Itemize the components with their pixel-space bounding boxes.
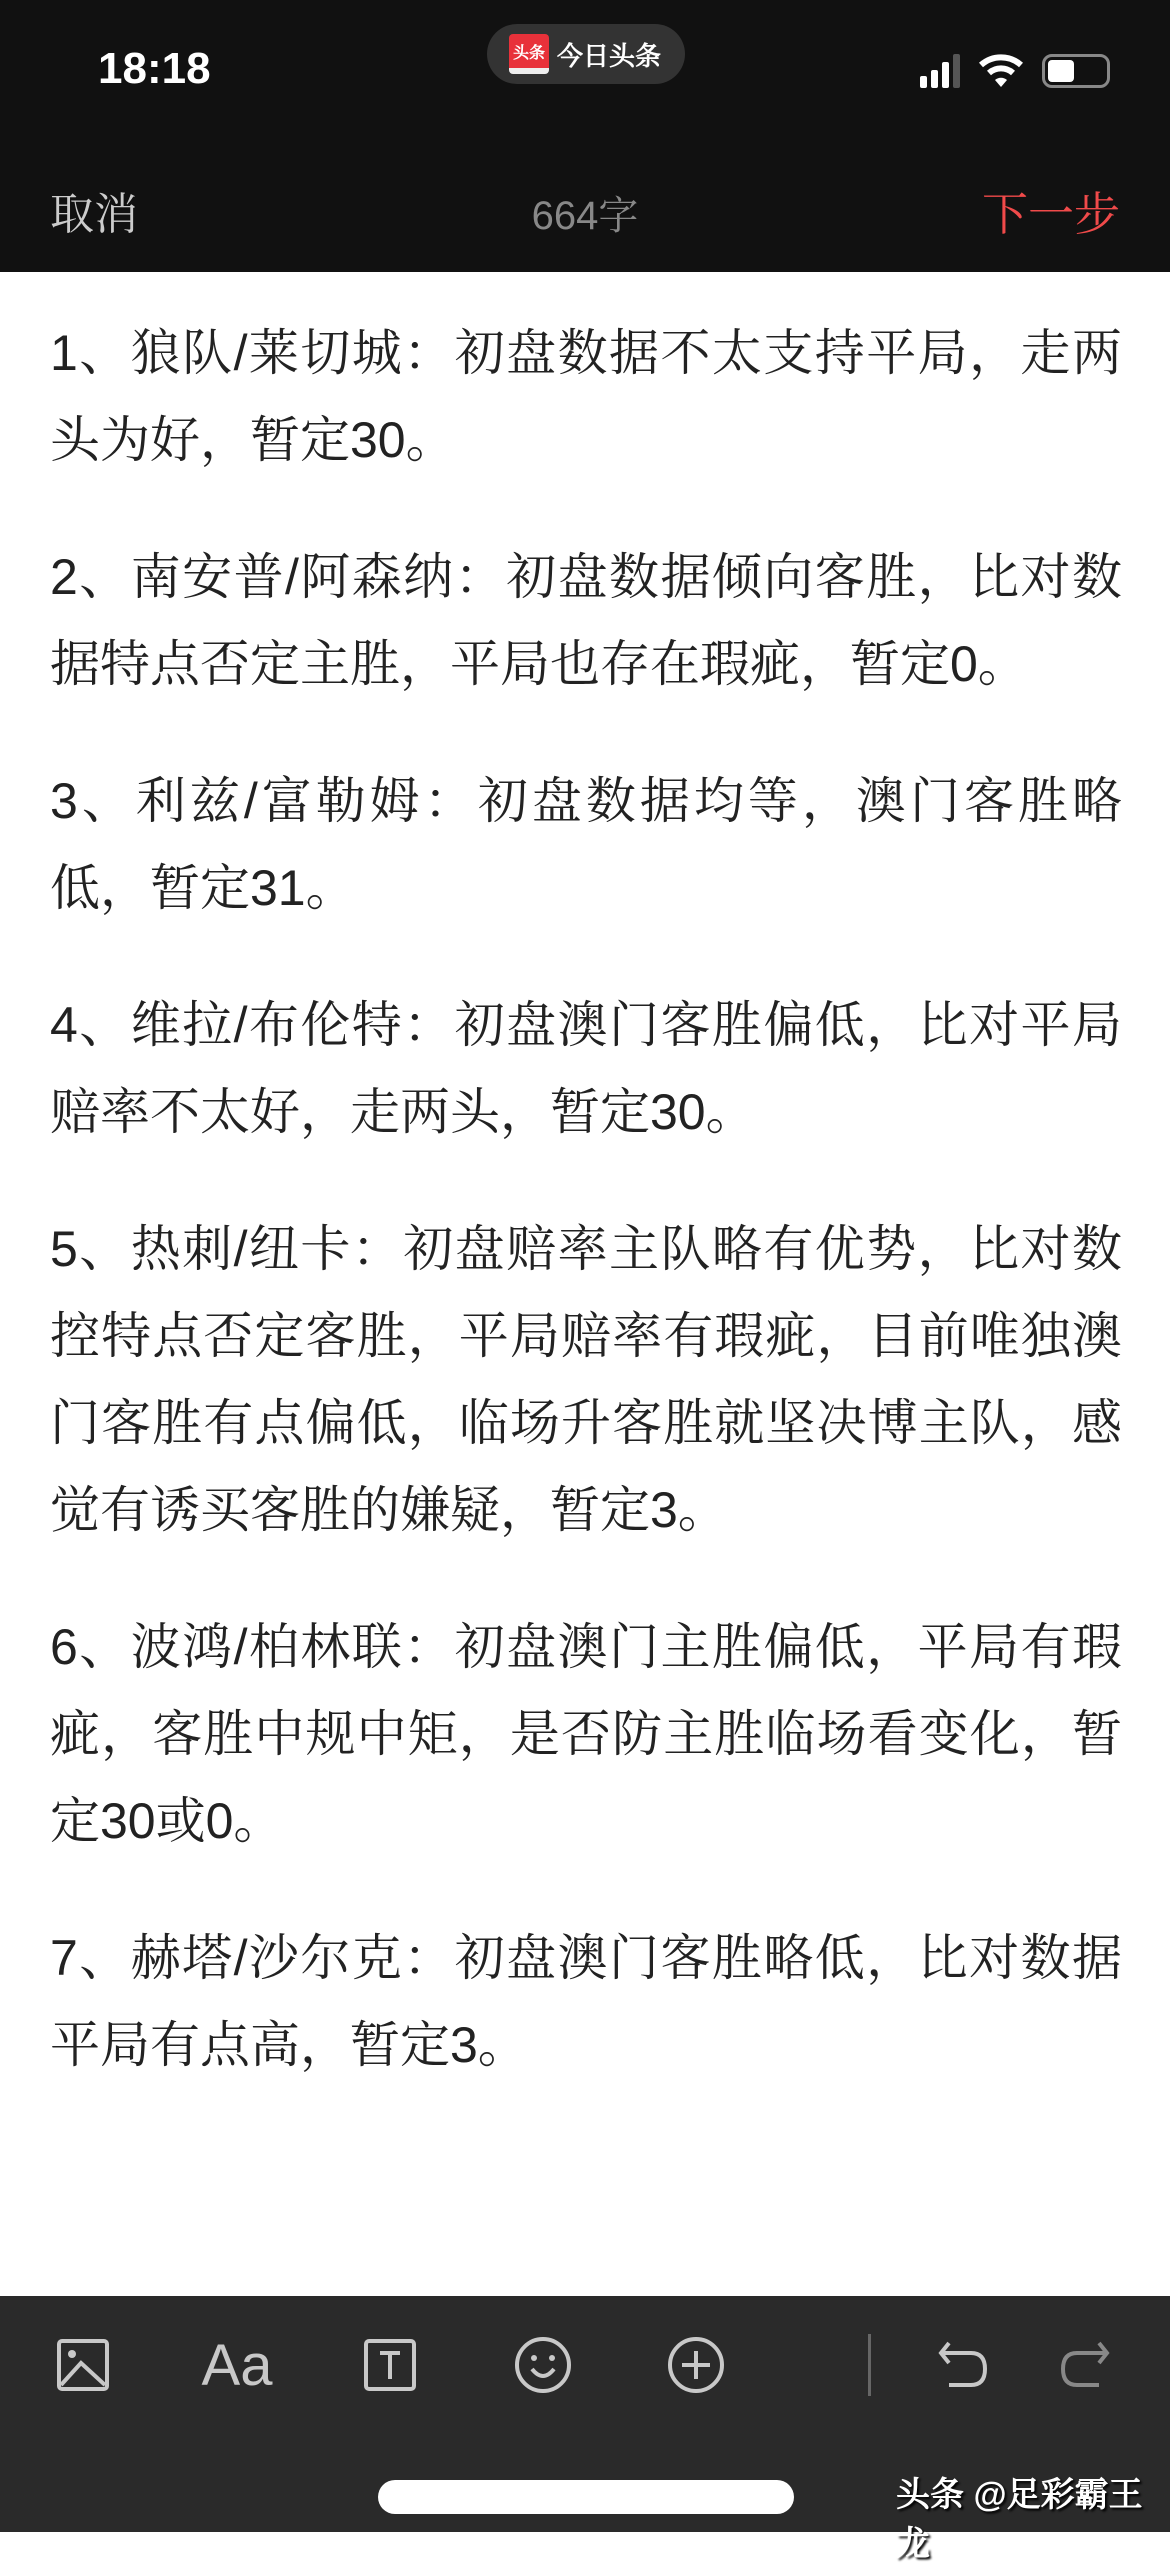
next-step-button[interactable]: 下一步: [982, 188, 1120, 240]
toutiao-logo-icon: 头条: [509, 34, 549, 74]
cancel-button[interactable]: 取消: [50, 190, 138, 239]
watermark: 头条 @足彩霸王龙: [896, 2476, 1143, 2563]
nav-bar: [0, 178, 1170, 238]
redo-icon[interactable]: [1050, 2330, 1120, 2400]
text-box-icon[interactable]: [355, 2330, 425, 2400]
editor-content[interactable]: [50, 310, 1122, 2139]
font-icon[interactable]: Aa: [201, 2332, 273, 2398]
paragraph[interactable]: 6、波鸿/柏林联：初盘澳门主胜偏低，平局有瑕疵，客胜中规中矩，是否防主胜临场看变化，暂定30或0。: [50, 1619, 1122, 1849]
paragraph[interactable]: 2、南安普/阿森纳：初盘数据倾向客胜，比对数据特点否定主胜，平局也存在瑕疵，暂定0。: [50, 549, 1122, 692]
top-bar: [0, 0, 1170, 272]
paragraph[interactable]: 1、狼队/莱切城：初盘数据不太支持平局，走两头为好，暂定30。: [50, 325, 1122, 468]
app-pill[interactable]: [487, 24, 685, 84]
undo-icon[interactable]: [928, 2330, 998, 2400]
app-pill-name: 今日头条: [557, 40, 662, 71]
paragraph[interactable]: 4、维拉/布伦特：初盘澳门客胜偏低，比对平局赔率不太好，走两头，暂定30。: [50, 997, 1122, 1140]
battery-icon: [1042, 54, 1110, 88]
image-icon[interactable]: [48, 2330, 118, 2400]
wifi-icon: [978, 52, 1024, 88]
emoji-icon[interactable]: [508, 2330, 578, 2400]
home-indicator[interactable]: [378, 2480, 794, 2514]
status-time: 18:18: [98, 44, 211, 93]
add-icon[interactable]: [661, 2330, 731, 2400]
paragraph[interactable]: 3、利兹/富勒姆：初盘数据均等，澳门客胜略低，暂定31。: [50, 773, 1122, 916]
word-count: 664字: [531, 194, 639, 238]
signal-icon: [920, 54, 960, 88]
paragraph[interactable]: 5、热刺/纽卡：初盘赔率主队略有优势，比对数控特点否定客胜，平局赔率有瑕疵，目前唯独澳门客胜有点偏低，临场升客胜就坚决博主队，感觉有诱买客胜的嫌疑，暂定3。: [50, 1221, 1122, 1538]
status-icons: [920, 52, 1110, 88]
toolbar-divider: [868, 2334, 871, 2396]
paragraph[interactable]: 7、赫塔/沙尔克：初盘澳门客胜略低，比对数据平局有点高，暂定3。: [50, 1930, 1122, 2073]
